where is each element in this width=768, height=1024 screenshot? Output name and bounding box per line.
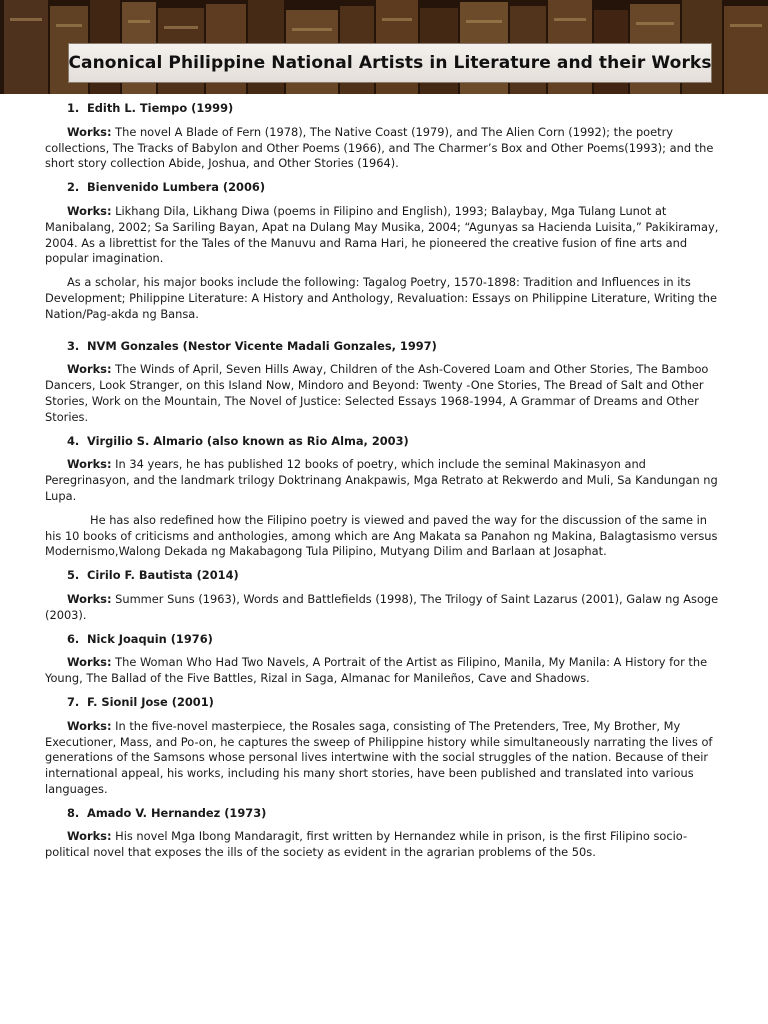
works-paragraph (45, 829, 723, 861)
list-number: 4. (67, 433, 80, 448)
works-label: Works: (67, 718, 112, 733)
works-paragraph (45, 719, 723, 798)
artist-heading (67, 695, 723, 711)
works-label: Works: (67, 362, 112, 377)
works-text: Summer Suns (1963), Words and Battlefields (1998), The Trilogy of Saint Lazarus (2001), Galaw ng Asoge (2003). (45, 591, 719, 622)
artist-name: F. Sionil Jose (2001) (87, 694, 214, 709)
works-text: In 34 years, he has published 12 books of poetry, which include the seminal Makinasyon and Peregrinasyon, and the landmark trilogy Doktrinang Anakpawis, Mga Retrato at Rekwerdo and Muli, Sa Kandungan ng Lupa. (45, 457, 718, 503)
artist-heading (67, 568, 723, 584)
artist-name: Edith L. Tiempo (1999) (87, 101, 234, 115)
extra-paragraph: He has also redefined how the Filipino poetry is viewed and paved the way for the discussion of the same in his 10 books of criticisms and anthologies, among which are Ang Makata sa Panahon ng Makina, Balagtasismo versus Modernismo,Walong Dekada ng Makabagong Tula Pilipino, Mutyang Dilim and Barlaan at Josaphat. (45, 512, 718, 559)
artist-name: Nick Joaquin (1976) (87, 631, 213, 646)
artist-heading (67, 806, 723, 822)
artist-heading (67, 101, 723, 117)
title-box (68, 43, 712, 83)
works-paragraph (45, 457, 723, 504)
works-paragraph (45, 362, 723, 425)
works-label: Works: (67, 591, 112, 606)
list-number: 6. (67, 631, 80, 646)
works-paragraph (45, 204, 723, 267)
list-number: 7. (67, 694, 80, 709)
works-label: Works: (67, 124, 112, 139)
works-label: Works: (67, 655, 112, 670)
works-text: The Woman Who Had Two Navels, A Portrait of the Artist as Filipino, Manila, My Manila: A History for the Young, The Ballad of the Five Battles, Rizal in Saga, Almanac for Manileños, Cave and Shadows. (45, 655, 708, 686)
works-text: The novel A Blade of Fern (1978), The Native Coast (1979), and The Alien Corn (1992); the poetry collections, The Tracks of Babylon and Other Poems (1966), and The Charmer’s Box and Other Poems(1993); and the short story collection Abide, Joshua, and Other Stories (1964). (45, 124, 714, 171)
artist-heading (67, 339, 723, 355)
list-number: 8. (67, 805, 80, 820)
list-number: 3. (67, 338, 80, 353)
artist-name: Bienvenido Lumbera (2006) (87, 180, 266, 195)
works-paragraph (45, 125, 723, 172)
works-label: Works: (67, 203, 112, 218)
artist-name: Cirilo F. Bautista (2014) (87, 568, 239, 583)
header-banner (0, 0, 768, 94)
artist-name: NVM Gonzales (Nestor Vicente Madali Gonzales, 1997) (87, 338, 437, 353)
artist-heading (67, 434, 723, 450)
artist-name: Amado V. Hernandez (1973) (87, 805, 267, 820)
list-number: 1. (67, 101, 80, 115)
works-label: Works: (67, 829, 112, 844)
works-text: The Winds of April, Seven Hills Away, Children of the Ash-Covered Loam and Other Stories, The Bamboo Dancers, Look Stranger, on this Island Now, Mindoro and Beyond: Twenty -One Stories, The Bread of Salt and Other Stories, Work on the Mountain, The Novel of Justice: Selected Essays 1968-1994, A Grammar of Dreams and Other Stories. (45, 362, 709, 424)
page-title: Canonical Philippine National Artists in Literature and their Works (68, 53, 712, 73)
artist-heading (67, 180, 723, 196)
works-text: Likhang Dila, Likhang Diwa (poems in Filipino and English), 1993; Balaybay, Mga Tulang Lunot at Manibalang, 2002; Sa Sariling Bayan, Apat na Dulang May Musika, 2004; “Agunyas sa Hacienda Luisita,” Pakikiramay, 2004. As a librettist for the Tales of the Manuvu and Rama Hari, he pioneered the creative fusion of fine arts and popular imagination. (45, 203, 719, 266)
artist-name: Virgilio S. Almario (also known as Rio Alma, 2003) (87, 433, 409, 448)
works-paragraph (45, 592, 723, 624)
works-label: Works: (67, 457, 112, 472)
works-text: In the five-novel masterpiece, the Rosales saga, consisting of The Pretenders, Tree, My Brother, My Executioner, Mass, and Po-on, he captures the sweep of Philippine history while simultaneously narrating the lives of generations of the Samsons whose personal lives intertwine with the social struggles of the nation. Because of their international appeal, his works, including his many short stories, have been published and translated into various languages. (45, 718, 713, 796)
list-number: 5. (67, 568, 80, 583)
list-number: 2. (67, 180, 80, 195)
works-text: His novel Mga Ibong Mandaragit, first written by Hernandez while in prison, is the first Filipino socio-political novel that exposes the ills of the society as evident in the agrarian problems of the 50s. (45, 829, 688, 860)
extra-paragraph: As a scholar, his major books include the following: Tagalog Poetry, 1570-1898: Tradition and Influences in its Development; Philippine Literature: A History and Anthology, Revaluation: Essays on Philippine Literature, Writing the Nation/Pag-akda ng Bansa. (45, 275, 718, 321)
works-paragraph (45, 655, 723, 687)
artist-heading (67, 632, 723, 648)
document-body (45, 101, 723, 869)
